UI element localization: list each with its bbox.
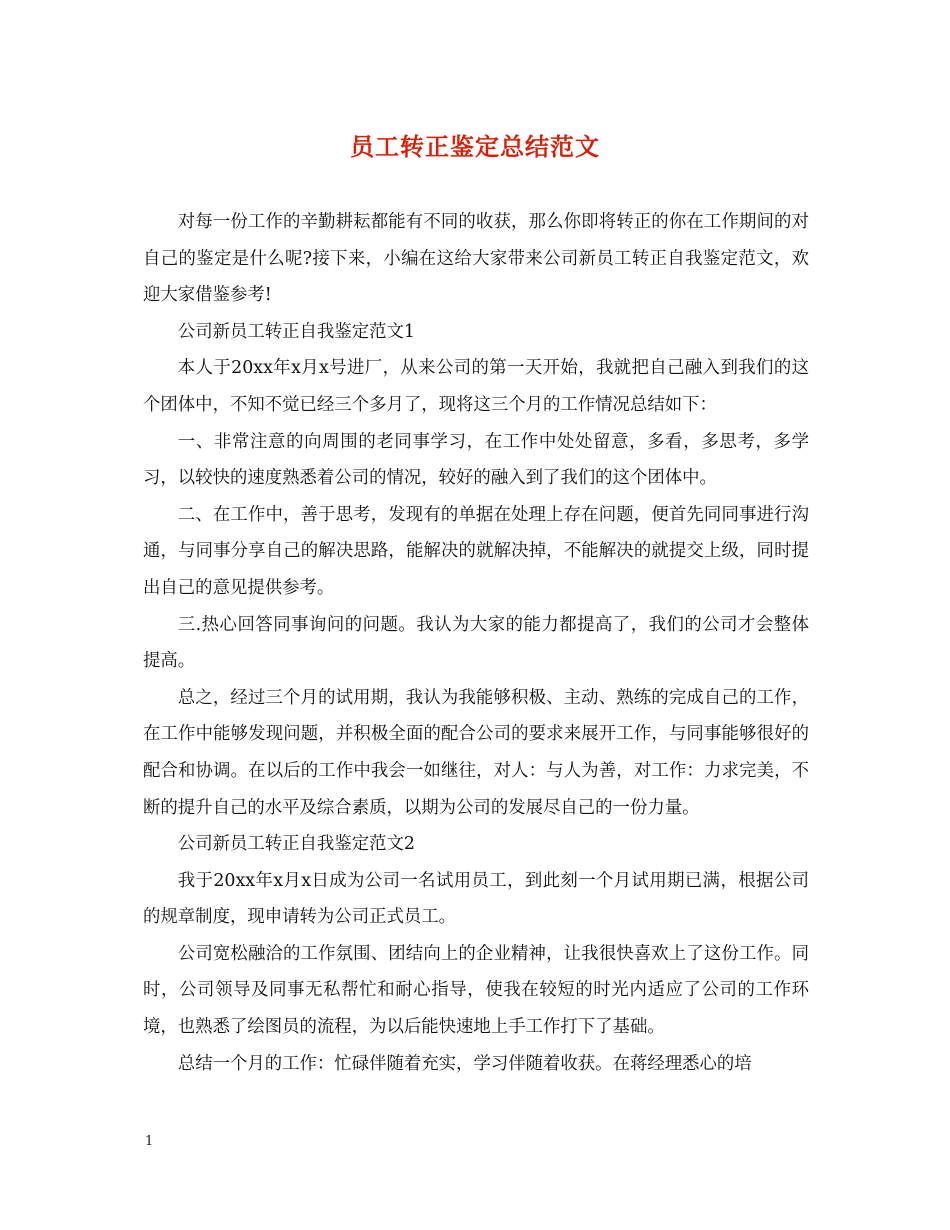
- body-paragraph: 总结一个月的工作：忙碌伴随着充实，学习伴随着收获。在蒋经理悉心的培: [177, 1053, 752, 1074]
- body-paragraph: 三.热心回答同事询问的问题。我认为大家的能力都提高了，我们的公司才会整体提高。: [143, 614, 809, 672]
- intro-paragraph: 对每一份工作的辛勤耕耘都能有不同的收获，那么你即将转正的你在工作期间的对自己的鉴定是什么呢?接下来，小编在这给大家带来公司新员工转正自我鉴定范文，欢迎大家借鉴参考!: [143, 212, 809, 306]
- document-title: 员工转正鉴定总结范文: [350, 132, 600, 161]
- body-paragraph: 一、非常注意的向周围的老同事学习，在工作中处处留意，多看，多思考，多学习，以较快的速度熟悉着公司的情况，较好的融入到了我们的这个团体中。: [143, 431, 809, 489]
- body-paragraph: 公司宽松融洽的工作氛围、团结向上的企业精神，让我很快喜欢上了这份工作。同时，公司领导及同事无私帮忙和耐心指导，使我在较短的时光内适应了公司的工作环境，也熟悉了绘图员的流程，为以后能快速地上手工作打下了基础。: [143, 943, 809, 1038]
- section-heading-sample-2: 公司新员工转正自我鉴定范文2: [177, 834, 415, 855]
- body-paragraph: 我于20xx年x月x日成为公司一名试用员工，到此刻一个月试用期已满，根据公司的规章制度，现申请转为公司正式员工。: [143, 870, 809, 928]
- document-body: [143, 204, 809, 1082]
- body-paragraph: 二、在工作中，善于思考，发现有的单据在处理上存在问题，便首先同同事进行沟通，与同事分享自己的解决思路，能解决的就解决掉，不能解决的就提交上级，同时提出自己的意见提供参考。: [143, 504, 809, 598]
- page-number: 1: [145, 1134, 154, 1149]
- section-heading-sample-1: 公司新员工转正自我鉴定范文1: [177, 321, 415, 342]
- body-paragraph: 总之，经过三个月的试用期，我认为我能够积极、主动、熟练的完成自己的工作，在工作中能够发现问题，并积极全面的配合公司的要求来展开工作，与同事能够很好的配合和协调。在以后的工作中我会一如继往，对人：与人为善，对工作：力求完美，不断的提升自己的水平及综合素质，以期为公司的发展尽自己的一份力量。: [143, 687, 809, 818]
- body-paragraph: 本人于20xx年x月x号进厂，从来公司的第一天开始，我就把自己融入到我们的这个团体中，不知不觉已经三个多月了，现将这三个月的工作情况总结如下：: [143, 358, 809, 415]
